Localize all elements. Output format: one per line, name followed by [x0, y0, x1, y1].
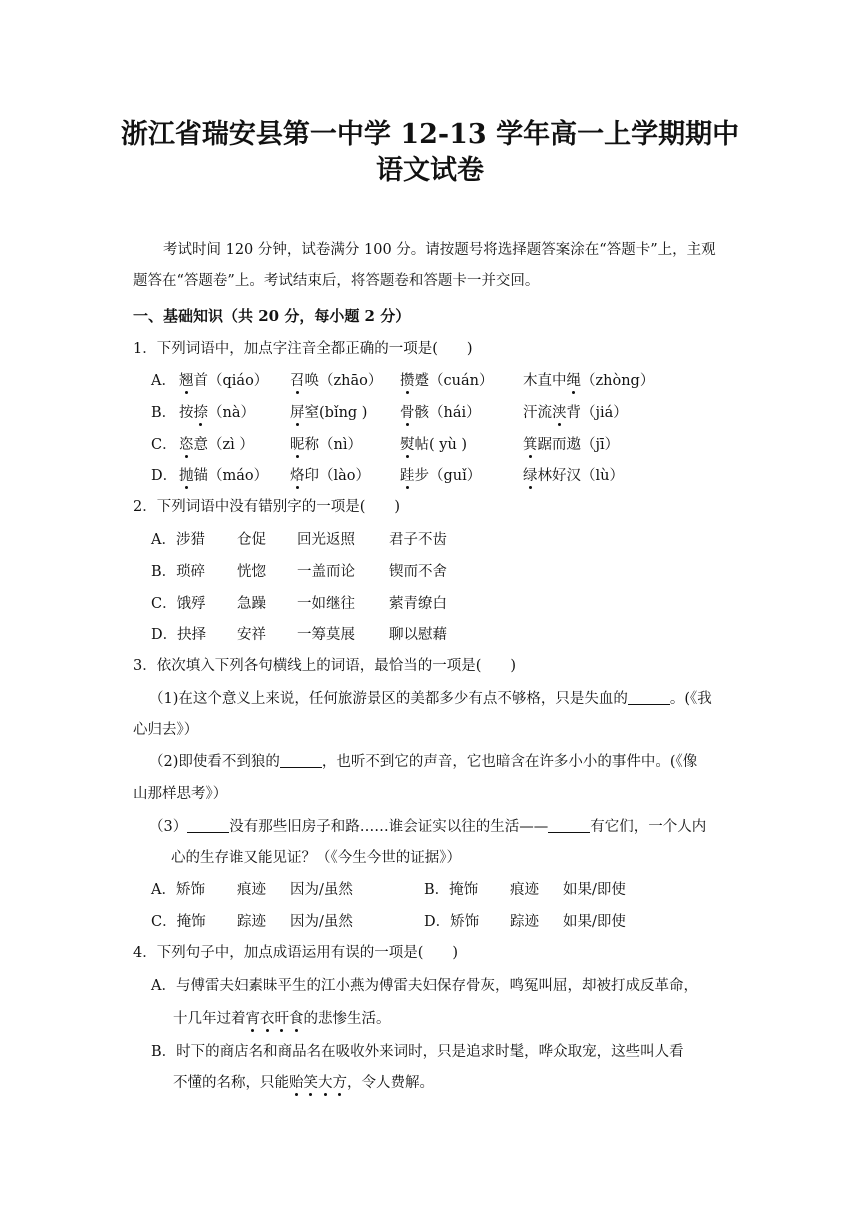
dotted-char: 绿 — [523, 468, 538, 484]
q3-sentence3-end: 心的生存谁又能见证？（《今生今世的证据》） — [171, 850, 461, 866]
dotted-char: 跬 — [400, 468, 415, 484]
word-item: 聊以慰藉 — [389, 627, 447, 643]
item-text: 印（lào） — [304, 468, 371, 484]
dotted-char: 箕 — [523, 437, 538, 453]
word-item: A．涉猎 — [151, 532, 205, 548]
option-word: 痕迹 — [237, 882, 266, 898]
word-item: 君子不齿 — [389, 532, 447, 548]
item-text: 林好汉（lù） — [537, 468, 624, 484]
q3-sentence3: （3） 没有那些旧房子和路……谁会证实以往的生活—— 有它们，一个人内 — [149, 819, 707, 835]
word-item: C．饿殍 — [151, 596, 206, 612]
pinyin-item — [523, 466, 624, 486]
dotted-char: 衣 — [260, 1011, 275, 1027]
dotted-char: 烙 — [290, 468, 305, 484]
fill-blank — [280, 753, 322, 768]
word-item: D．抉择 — [151, 627, 207, 643]
item-text: 唤（zhāo） — [304, 373, 383, 389]
item-text: 汗流 — [523, 405, 552, 421]
item-text: 称（nì） — [304, 437, 362, 453]
q3-stem: 3．依次填入下列各句横线上的词语，最恰当的一项是( ) — [133, 658, 517, 674]
dotted-char: 捺 — [193, 405, 208, 421]
dotted-idiom — [246, 1011, 304, 1027]
pinyin-item — [179, 371, 268, 391]
item-text: 背（jiá） — [566, 405, 628, 421]
dotted-char: 绳 — [566, 373, 581, 389]
option-word: 因为/虽然 — [290, 882, 353, 898]
option-label: B． — [151, 405, 177, 421]
option-word: 如果/即使 — [563, 882, 626, 898]
q4-stem: 4．下列句子中，加点成语运用有误的一项是( ) — [133, 945, 459, 961]
dotted-char: 宵 — [245, 1011, 260, 1027]
intro-line1: 考试时间 120 分钟，试卷满分 100 分。请按题号将选择题答案涂在“答题卡”上，主观 — [163, 242, 716, 258]
dotted-char: 昵 — [290, 437, 305, 453]
pinyin-item — [290, 371, 382, 391]
pinyin-item — [400, 435, 467, 455]
option-word: 踪迹 — [237, 914, 266, 930]
word-item: 萦青缭白 — [389, 596, 447, 612]
pinyin-item — [523, 403, 628, 423]
dotted-char: 攒 — [400, 373, 415, 389]
dotted-char: 笑 — [303, 1075, 318, 1091]
pinyin-item — [290, 403, 367, 423]
dotted-char: 熨 — [400, 437, 415, 453]
exam-title-line2: 语文试卷 — [376, 155, 484, 186]
pinyin-item — [179, 435, 254, 455]
item-text: 帖( yù ) — [414, 437, 468, 453]
word-item: 回光返照 — [297, 532, 355, 548]
option-label: C． — [151, 437, 177, 453]
word-item: 急躁 — [237, 596, 266, 612]
option-word: 如果/即使 — [563, 914, 626, 930]
item-text: 锚（máo） — [193, 468, 269, 484]
word-item: 一筹莫展 — [297, 627, 355, 643]
pinyin-item — [400, 371, 493, 391]
exam-title-line1: 浙江省瑞安县第一中学 12-13 学年高一上学期期中 — [120, 119, 740, 150]
q1-stem: 1．下列词语中，加点字注音全都正确的一项是( ) — [133, 341, 473, 357]
dotted-char: 抛 — [179, 468, 194, 484]
dotted-char: 浃 — [552, 405, 567, 421]
word-item: 恍惚 — [237, 564, 266, 580]
dotted-char: 旰 — [274, 1011, 289, 1027]
item-text: 窒(bǐng ) — [304, 405, 368, 421]
fill-blank — [187, 818, 229, 833]
option-word: 因为/虽然 — [290, 914, 353, 930]
option-label: A． — [151, 373, 176, 389]
item-text: 骸（hái） — [414, 405, 481, 421]
word-item: 一盖而论 — [297, 564, 355, 580]
dotted-char: 恣 — [179, 437, 194, 453]
q4-option-b-line2: 不懂的名称，只能贻笑大方，令人费解。 — [173, 1075, 434, 1091]
dotted-char: 方 — [332, 1075, 347, 1091]
pinyin-item — [523, 435, 619, 455]
option-word: D．矫饰 — [424, 914, 480, 930]
intro-line2: 题答在“答题卷”上。考试结束后，将答题卷和答题卡一并交回。 — [133, 273, 540, 289]
option-word: A．矫饰 — [151, 882, 205, 898]
q3-sentence2-end: 山那样思考》） — [133, 786, 228, 802]
option-label: D． — [151, 468, 178, 484]
dotted-char: 召 — [290, 373, 305, 389]
word-item: 一如继往 — [297, 596, 355, 612]
fill-blank — [628, 690, 670, 705]
dotted-char: 贻 — [289, 1075, 304, 1091]
dotted-idiom — [289, 1075, 347, 1091]
item-text: （nà） — [208, 405, 255, 421]
item-text: 踞而遨（jī） — [537, 437, 620, 453]
q4-option-b-line1: B．时下的商店名和商品名在吸收外来词时，只是追求时髦，哗众取宠，这些叫人看 — [151, 1044, 684, 1060]
word-item: 锲而不舍 — [389, 564, 447, 580]
dotted-char: 大 — [318, 1075, 333, 1091]
dotted-char: 翘 — [179, 373, 194, 389]
word-item: 安祥 — [237, 627, 266, 643]
q4-option-a-line1: A．与傅雷夫妇素昧平生的江小燕为傅雷夫妇保存骨灰，鸣冤叫屈，却被打成反革命， — [151, 978, 698, 994]
word-item: B．琐碎 — [151, 564, 206, 580]
pinyin-item — [179, 466, 268, 486]
item-text: 步（guǐ） — [414, 468, 482, 484]
option-word: 踪迹 — [510, 914, 539, 930]
option-word: 痕迹 — [510, 882, 539, 898]
dotted-char: 屏 — [290, 405, 305, 421]
item-text: 蹙（cuán） — [414, 373, 494, 389]
fill-blank — [548, 818, 590, 833]
q3-sentence1: （1)在这个意义上来说，任何旅游景区的美都多少有点不够格，只是失血的 。(《我 — [149, 691, 712, 707]
item-text: 首（qiáo） — [193, 373, 269, 389]
pinyin-item — [400, 403, 481, 423]
dotted-char: 食 — [289, 1011, 304, 1027]
item-text: （zhòng） — [581, 373, 655, 389]
q3-sentence1-end: 心归去》） — [133, 722, 199, 738]
pinyin-item — [400, 466, 481, 486]
item-text: 按 — [179, 405, 194, 421]
dotted-char: 骨 — [400, 405, 415, 421]
pinyin-item — [179, 403, 255, 423]
item-text: 意（zì ） — [193, 437, 254, 453]
q2-stem: 2．下列词语中没有错别字的一项是( ) — [133, 499, 401, 515]
pinyin-item — [290, 435, 362, 455]
pinyin-item — [290, 466, 370, 486]
section-heading: 一、基础知识（共 20 分，每小题 2 分） — [133, 307, 411, 325]
q4-option-a-line2: 十几年过着宵衣旰食的悲惨生活。 — [173, 1011, 391, 1027]
q3-sentence2: （2)即使看不到狼的 ，也听不到它的声音，它也暗含在许多小小的事件中。(《像 — [149, 754, 698, 770]
option-word: C．掩饰 — [151, 914, 206, 930]
item-text: 木直中 — [523, 373, 567, 389]
pinyin-item — [523, 371, 654, 391]
option-word: B．掩饰 — [424, 882, 479, 898]
word-item: 仓促 — [237, 532, 266, 548]
